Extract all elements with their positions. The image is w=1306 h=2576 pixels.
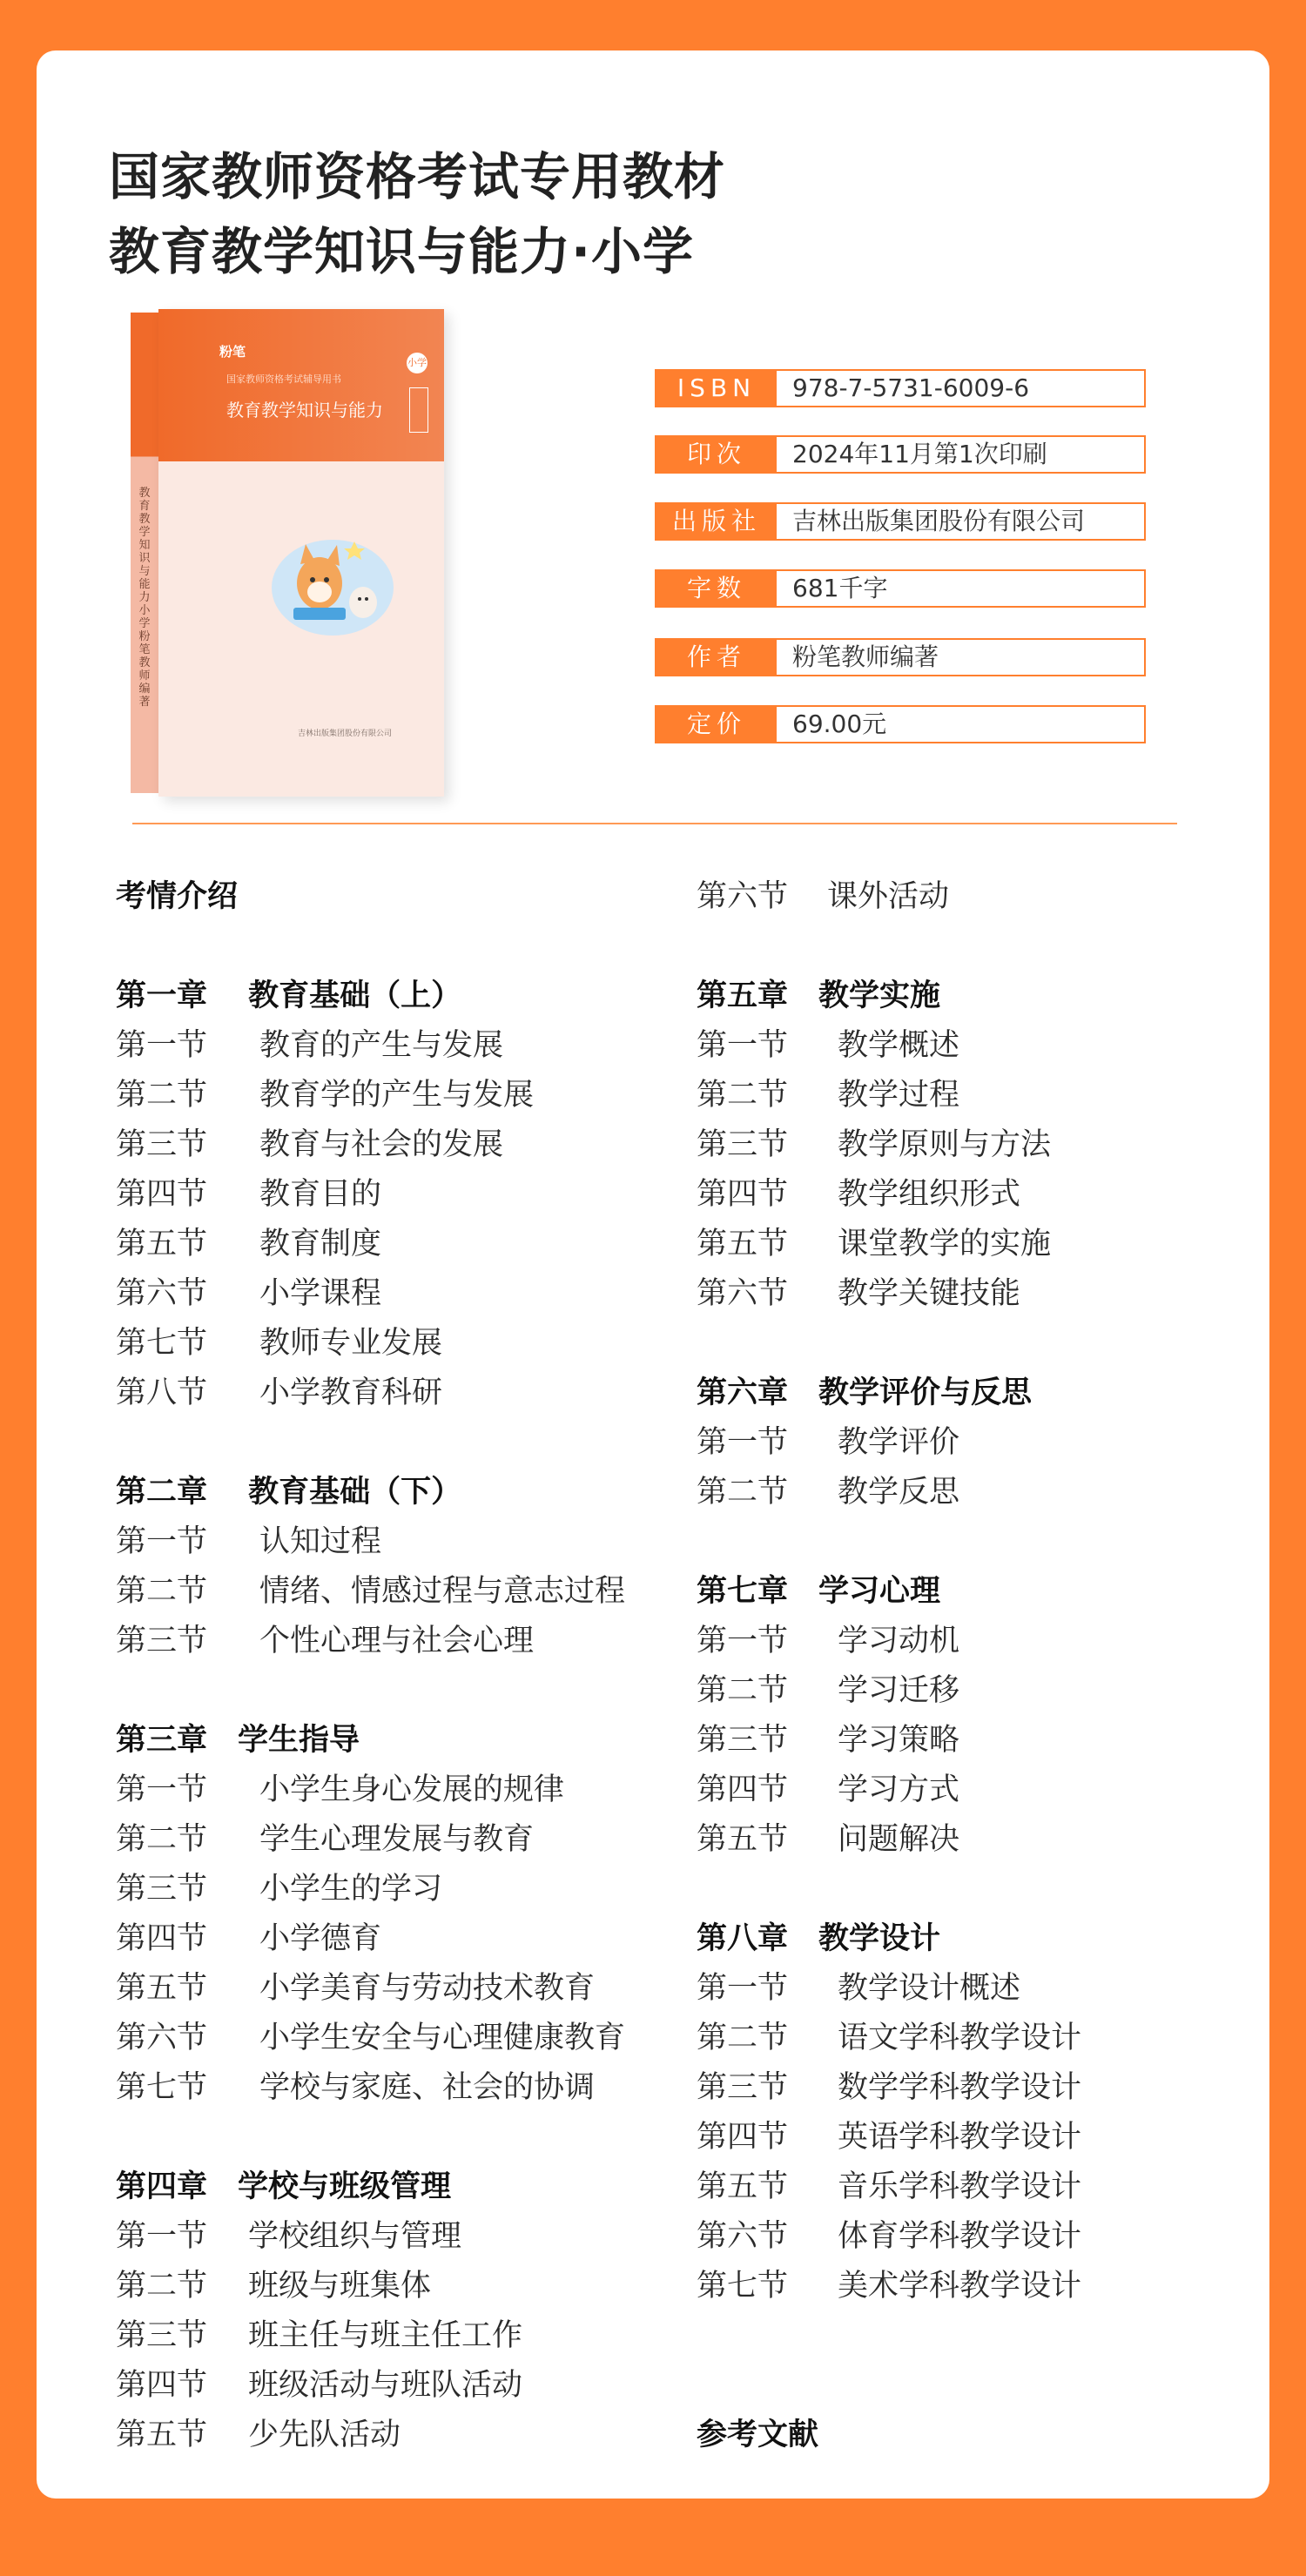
section-number: 第二节 (697, 1673, 789, 1708)
toc-item (116, 2311, 625, 2361)
section-number: 第四节 (116, 1177, 208, 1212)
toc-item (697, 1021, 1081, 1071)
section-title: 数学学科教学设计 (838, 2070, 1082, 2105)
toc-item (697, 2063, 1081, 2113)
toc-item (697, 2113, 1081, 2162)
section-number: 第五节 (116, 2418, 208, 2452)
toc-item (697, 1666, 1081, 1716)
info-row-publisher (655, 502, 1146, 541)
section-title: 认知过程 (259, 1524, 382, 1559)
section-number: 第一节 (697, 1028, 789, 1063)
chapter-title: 第三章 学生指导 (116, 1723, 360, 1758)
toc-item (116, 1815, 625, 1865)
toc-item (116, 2014, 625, 2063)
section-number: 第四节 (697, 1177, 789, 1212)
toc-item (116, 1220, 625, 1269)
section-title: 班主任与班主任工作 (248, 2318, 523, 2353)
section-number: 第二节 (697, 1078, 789, 1113)
chapter-title: 第八章 教学设计 (697, 1921, 941, 1956)
toc-item (116, 1369, 625, 1418)
section-title: 美术学科教学设计 (838, 2269, 1082, 2304)
toc-left-column (116, 872, 625, 2460)
section-number: 第七节 (697, 2269, 789, 2304)
section-number: 第二节 (116, 1822, 208, 1857)
chapter-title: 第一章 教育基础（上） (116, 979, 462, 1013)
section-number: 第四节 (116, 2368, 208, 2403)
info-value: 681千字 (792, 574, 888, 602)
section-number: 第三节 (116, 1624, 208, 1658)
info-value: 2024年11月第1次印刷 (792, 440, 1047, 468)
toc-item (116, 1865, 625, 1914)
toc-item (116, 1766, 625, 1815)
section-title: 英语学科教学设计 (838, 2120, 1082, 2155)
section-number: 第一节 (697, 1624, 789, 1658)
references-heading: 参考文献 (697, 2418, 819, 2452)
section-title: 个性心理与社会心理 (259, 1624, 535, 1658)
section-number: 第五节 (697, 2169, 789, 2204)
section-title: 学习方式 (838, 1772, 960, 1807)
book-front (158, 309, 444, 797)
section-number: 第一节 (697, 1425, 789, 1460)
section-title: 小学德育 (259, 1921, 382, 1956)
toc-item (697, 2162, 1081, 2212)
chapter-title: 第六章 教学评价与反思 (697, 1375, 1033, 1410)
toc-item (116, 1517, 625, 1567)
info-label: 印次 (656, 437, 777, 472)
section-divider (132, 823, 1177, 824)
toc-item (697, 1468, 1081, 1517)
section-title: 小学生身心发展的规律 (259, 1772, 565, 1807)
section-title: 情绪、情感过程与意志过程 (259, 1574, 626, 1609)
book-cover-title: 教育教学知识与能力 (226, 400, 383, 420)
toc-intro: 考情介绍 (116, 879, 239, 914)
info-label: ISBN (656, 371, 777, 406)
section-title: 学习策略 (838, 1723, 960, 1758)
page-title (109, 139, 725, 289)
section-number: 第八节 (116, 1375, 208, 1410)
level-badge: 小学 (407, 353, 427, 373)
section-title: 音乐学科教学设计 (838, 2169, 1082, 2204)
toc-item (116, 2063, 625, 2113)
info-row-words (655, 569, 1146, 608)
chapter-title: 第五章 教学实施 (697, 979, 941, 1013)
section-number: 第五节 (116, 1971, 208, 2006)
section-title: 课堂教学的实施 (838, 1227, 1052, 1261)
book-cover-band (158, 309, 444, 461)
section-number: 第二节 (697, 2021, 789, 2055)
section-number: 第四节 (697, 2120, 789, 2155)
book-publisher-text: 吉林出版集团股份有限公司 (298, 730, 393, 738)
section-number: 第五节 (697, 1822, 789, 1857)
chapter-title: 第四章 学校与班级管理 (116, 2169, 452, 2204)
section-number: 第七节 (116, 2070, 208, 2105)
info-value: 粉笔教师编著 (792, 642, 939, 671)
info-row-price (655, 705, 1146, 743)
section-title: 教学过程 (838, 1078, 960, 1113)
toc-item (116, 1617, 625, 1666)
title-line-2: 教育教学知识与能力·小学 (109, 222, 695, 281)
section-title: 少先队活动 (248, 2418, 401, 2452)
toc-item (116, 2411, 625, 2460)
toc-item (116, 2262, 625, 2311)
info-label: 作者 (656, 640, 777, 675)
section-number: 第三节 (116, 2318, 208, 2353)
toc-item (697, 1815, 1081, 1865)
section-number: 第一节 (116, 1028, 208, 1063)
section-number: 第一节 (697, 1971, 789, 2006)
section-title: 课外活动 (827, 879, 950, 914)
section-title: 教学组织形式 (838, 1177, 1021, 1212)
section-number: 第一节 (116, 1524, 208, 1559)
section-number: 第二节 (697, 1475, 789, 1510)
toc-item (116, 2212, 625, 2262)
toc-item (116, 1964, 625, 2014)
info-value: 吉林出版集团股份有限公司 (792, 507, 1086, 535)
publisher-logo: 粉笔 (219, 344, 246, 360)
section-number: 第三节 (697, 1723, 789, 1758)
chapter-title: 第二章 教育基础（下） (116, 1475, 462, 1510)
toc-item (116, 1170, 625, 1220)
section-number: 第二节 (116, 2269, 208, 2304)
cover-tag-box (409, 387, 428, 433)
toc-item (697, 1170, 1081, 1220)
section-number: 第六节 (116, 2021, 208, 2055)
spine-text: 教育教学知识与能力 小学 粉笔教师编著 (138, 487, 151, 709)
toc-item (697, 1766, 1081, 1815)
book-spine (131, 313, 158, 793)
section-number: 第四节 (116, 1921, 208, 1956)
section-number: 第四节 (697, 1772, 789, 1807)
section-title: 学校组织与管理 (248, 2219, 462, 2254)
section-number: 第三节 (697, 2070, 789, 2105)
section-title: 教学评价 (838, 1425, 960, 1460)
section-number: 第三节 (697, 1127, 789, 1162)
toc-item (697, 1964, 1081, 2014)
toc-right-column (697, 872, 1081, 2460)
section-number: 第七节 (116, 1326, 208, 1361)
toc-item (697, 1120, 1081, 1170)
section-title: 班级与班集体 (248, 2269, 432, 2304)
toc-item (116, 1567, 625, 1617)
toc-item (697, 1220, 1081, 1269)
book-cover-image (131, 309, 444, 797)
title-line-1: 国家教师资格考试专用教材 (109, 147, 726, 206)
info-row-isbn (655, 369, 1146, 407)
section-title: 教育的产生与发展 (259, 1028, 504, 1063)
toc-item (697, 2014, 1081, 2063)
section-title: 教育与社会的发展 (259, 1127, 504, 1162)
section-number: 第一节 (116, 1772, 208, 1807)
info-row-print (655, 435, 1146, 474)
toc-item (116, 1269, 625, 1319)
toc-item (116, 1319, 625, 1369)
info-row-author (655, 638, 1146, 676)
toc-item (697, 1269, 1081, 1319)
toc-item (116, 1914, 625, 1964)
section-title: 语文学科教学设计 (838, 2021, 1082, 2055)
section-number: 第五节 (116, 1227, 208, 1261)
section-title: 学习动机 (838, 1624, 960, 1658)
section-title: 学生心理发展与教育 (259, 1822, 535, 1857)
section-number: 第三节 (116, 1127, 208, 1162)
section-number: 第二节 (116, 1574, 208, 1609)
section-title: 班级活动与班队活动 (248, 2368, 523, 2403)
section-number: 第六节 (116, 1276, 208, 1311)
info-value: 69.00元 (792, 710, 887, 738)
section-title: 学习迁移 (838, 1673, 960, 1708)
toc-item (697, 1617, 1081, 1666)
toc-item (116, 1021, 625, 1071)
section-number: 第三节 (116, 1872, 208, 1907)
toc-item (697, 1716, 1081, 1766)
section-title: 教学原则与方法 (838, 1127, 1052, 1162)
section-title: 教育目的 (259, 1177, 382, 1212)
toc-item (697, 2262, 1081, 2311)
toc-item (697, 872, 1081, 922)
info-value: 978-7-5731-6009-6 (792, 373, 1030, 402)
toc-item (116, 1071, 625, 1120)
toc-item (697, 1418, 1081, 1468)
section-title: 小学美育与劳动技术教育 (259, 1971, 596, 2006)
section-title: 教学反思 (838, 1475, 960, 1510)
section-title: 小学课程 (259, 1276, 382, 1311)
section-number: 第六节 (697, 1276, 789, 1311)
info-label: 出版社 (656, 504, 777, 539)
section-title: 教育学的产生与发展 (259, 1078, 535, 1113)
chapter-title: 第七章 学习心理 (697, 1574, 941, 1609)
section-number: 第五节 (697, 1227, 789, 1261)
toc-item (697, 2212, 1081, 2262)
section-title: 教育制度 (259, 1227, 382, 1261)
section-title: 问题解决 (838, 1822, 960, 1857)
fox-mascot-illustration (267, 522, 398, 644)
section-title: 教学概述 (838, 1028, 960, 1063)
toc-item (116, 1120, 625, 1170)
section-title: 教学关键技能 (838, 1276, 1021, 1311)
section-title: 小学教育科研 (259, 1375, 443, 1410)
book-series-text: 国家教师资格考试辅导用书 (226, 373, 341, 385)
section-title: 小学生安全与心理健康教育 (259, 2021, 626, 2055)
section-number: 第二节 (116, 1078, 208, 1113)
toc-item (116, 2361, 625, 2411)
toc-item (697, 1071, 1081, 1120)
section-title: 教师专业发展 (259, 1326, 443, 1361)
section-title: 体育学科教学设计 (838, 2219, 1082, 2254)
section-number: 第六节 (697, 879, 789, 914)
section-title: 教学设计概述 (838, 1971, 1021, 2006)
section-number: 第一节 (116, 2219, 208, 2254)
section-title: 学校与家庭、社会的协调 (259, 2070, 596, 2105)
info-label: 定价 (656, 707, 777, 742)
section-title: 小学生的学习 (259, 1872, 443, 1907)
section-number: 第六节 (697, 2219, 789, 2254)
info-label: 字数 (656, 571, 777, 606)
